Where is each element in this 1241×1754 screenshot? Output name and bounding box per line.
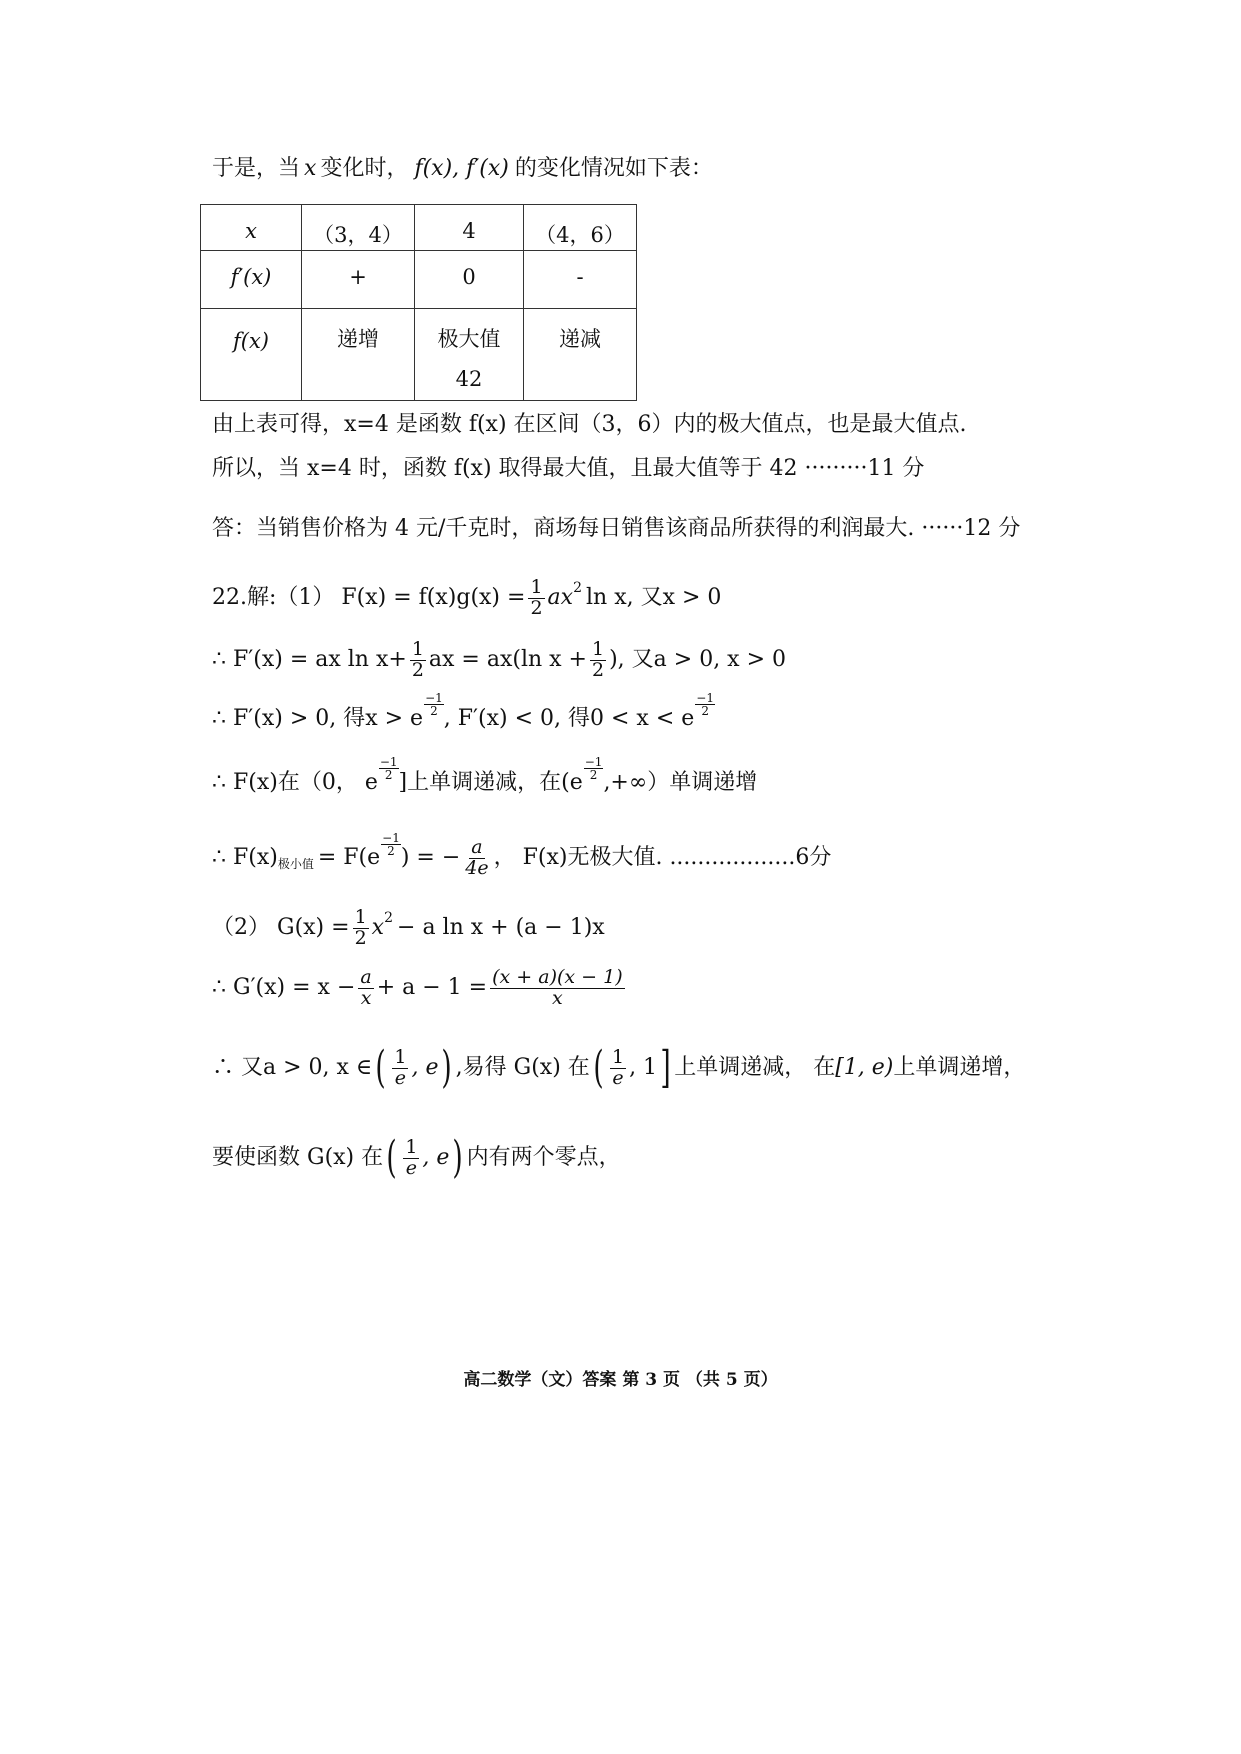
fraction: $\frac{1}{2}$ bbox=[354, 906, 367, 949]
fraction: $\frac{1}{2}$ bbox=[411, 638, 424, 681]
exponent-fraction: −1 2 bbox=[382, 830, 400, 858]
q22-line-1: 22.解:（1） F(x) = f(x)g(x) = $\frac{1}{2}$ ax 2 ln x, 又x > 0 bbox=[212, 576, 722, 619]
q22-line-5: ∴ F(x) 极小值 = F(e −1 2 ) = − $\frac{a}{4e}$ ， F(x)无极大值. ..................6分 bbox=[212, 830, 832, 879]
fraction: $\frac{(x + a)(x - 1)}{x}$ bbox=[492, 966, 623, 1009]
fraction: $\frac{1}{2}$ bbox=[592, 638, 605, 681]
fraction: $\frac{1}{e}$ bbox=[394, 1045, 407, 1089]
fraction: $\frac{a}{4e}$ bbox=[465, 836, 489, 879]
table-row: f′(x) + 0 - bbox=[201, 251, 637, 309]
q22-line-3: ∴ F′(x) > 0, 得x > e −1 2 , F′(x) < 0, 得0 < x < e −1 2 bbox=[212, 691, 714, 731]
q22-line-4: ∴ F(x)在（0， e −1 2 ]上单调递减，在(e −1 2 ,+∞）单调递增 bbox=[212, 755, 758, 795]
q22-line-2: ∴ F′(x) = ax ln x+ $\frac{1}{2}$ ax = ax(ln x + $\frac{1}{2}$ ), 又a > 0, x > 0 bbox=[212, 638, 787, 681]
q22-line-8: ∴ 又a > 0, x ∈ ( $\frac{1}{e}$ , e ) ,易得 G(x) 在 ( $\frac{1}{e}$ , 1 ] 上单调递减， 在 [1, e) 上单调递增， bbox=[212, 1042, 1026, 1093]
fraction: $\frac{a}{x}$ bbox=[360, 966, 372, 1009]
q22-line-9: 要使函数 G(x) 在 ( $\frac{1}{e}$ , e ) 内有两个零点， bbox=[212, 1132, 621, 1183]
fraction: $\frac{1}{e}$ bbox=[405, 1135, 418, 1179]
answer-line: 答：当销售价格为 4 元/千克时，商场每日销售该商品所获得的利润最大. ······12 分 bbox=[212, 516, 1021, 541]
fraction: $\frac{1}{2}$ bbox=[530, 576, 543, 619]
exponent-fraction: −1 2 bbox=[696, 691, 714, 718]
exponent-fraction: −1 2 bbox=[379, 755, 398, 782]
q22-line-6: （2） G(x) = $\frac{1}{2}$ x 2 − a ln x + (a − 1)x bbox=[212, 906, 605, 949]
conclusion-line-1: 由上表可得，x=4 是函数 f(x) 在区间（3，6）内的极大值点，也是最大值点. bbox=[212, 412, 967, 437]
variation-table bbox=[200, 204, 637, 401]
conclusion-line-2: 所以，当 x=4 时，函数 f(x) 取得最大值，且最大值等于 42 ·········11 分 bbox=[212, 456, 925, 481]
exponent-fraction: −1 2 bbox=[425, 691, 443, 718]
exponent-fraction: −1 2 bbox=[584, 755, 603, 782]
page-footer: 高二数学（文）答案 第 3 页 （共 5 页） bbox=[463, 1370, 778, 1390]
intro-line: 于是，当 x 变化时， f(x), f′(x) 的变化情况如下表： bbox=[212, 156, 713, 181]
fraction: $\frac{1}{e}$ bbox=[611, 1045, 625, 1089]
table-row: x （3，4） 4 （4，6） bbox=[201, 205, 637, 251]
max-value-cell: 极大值 42 bbox=[415, 309, 524, 401]
table-row: f(x) 递增 极大值 42 递减 bbox=[201, 309, 637, 401]
q22-line-7: ∴ G′(x) = x − $\frac{a}{x}$ + a − 1 = $\frac{(x + a)(x - 1)}{x}$ bbox=[212, 966, 623, 1009]
